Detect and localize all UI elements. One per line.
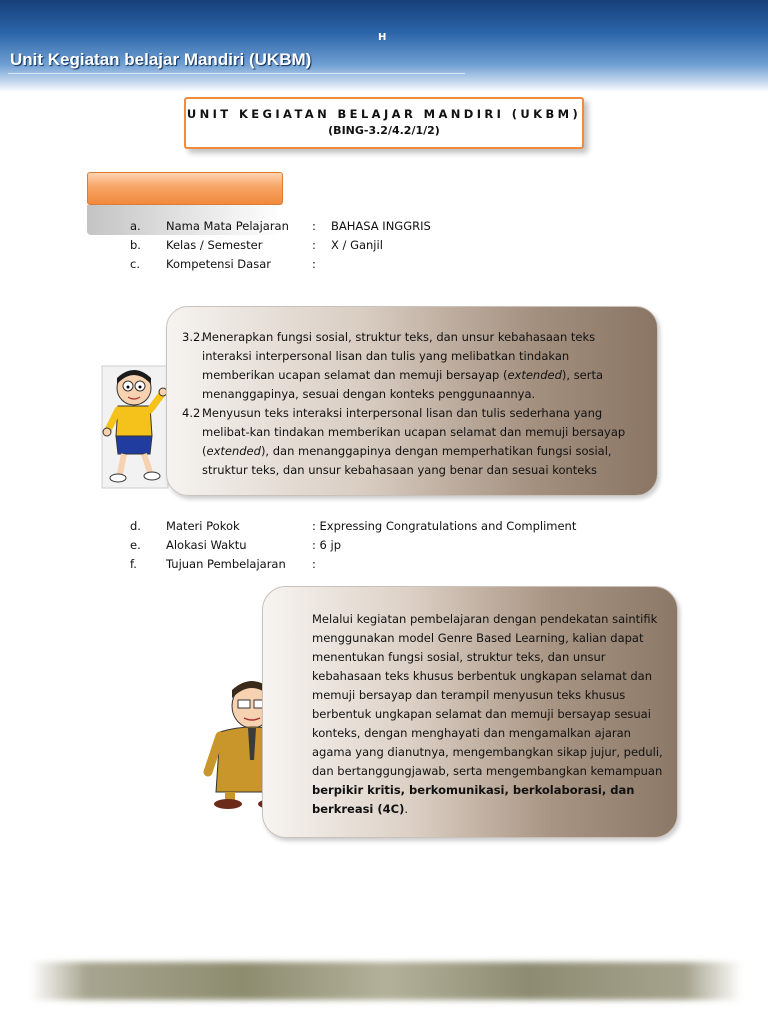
header-divider (8, 73, 465, 74)
row-label: Kompetensi Dasar (166, 257, 271, 271)
row-colon: : (312, 257, 316, 271)
row-label: Kelas / Semester (166, 238, 263, 252)
tujuan-pembelajaran-text: Melalui kegiatan pembelajaran dengan pendekatan saintifik menggunakan model Genre Based Learning, kalian dapat menentukan fungsi sosial, struktur teks, dan unsur kebahasaan teks khusus berbentuk ungkapan selamat dan memuji bersayap dan terampil menyusun teks khusus berbentuk ungkapan selamat dan memuji bersayap sesuai konteks, dengan menghayati dan mengamalkan ajaran agama yang dianutnya, mengembangkan sikap jujur, peduli, dan bertanggungjawab, serta mengembangkan kemampuan berpikir kritis, berkomunikasi, berkolaborasi, dan berkreasi (4C). (312, 612, 663, 816)
identity-tab-orange (87, 172, 283, 205)
ukbm-code: (BING-3.2/4.2/1/2) (328, 124, 440, 137)
row-value: : 6 jp (312, 538, 341, 552)
row-letter: d. (130, 519, 141, 533)
kd-text: Menyusun teks interaksi interpersonal lisan dan tulis sederhana yang melibat-kan tindakan memberikan ucapan selamat dan memuji bersayap (extended), dan menanggapinya dengan memperhatikan fungsi sosial, struktur teks, dan unsur kebahasaan yang benar dan sesuai konteks (202, 406, 626, 477)
row-colon: : (312, 219, 316, 233)
row-label: Alokasi Waktu (166, 538, 247, 552)
kd-text: Menerapkan fungsi sosial, struktur teks, dan unsur kebahasaan teks interaksi interpersonal lisan dan tulis yang melibatkan tindakan memberikan ucapan selamat dan memuji bersayap (extended), serta menanggapinya, sesuai dengan konteks penggunaannya. (202, 330, 604, 401)
row-value: X / Ganjil (331, 238, 383, 252)
row-label: Tujuan Pembelajaran (166, 557, 286, 571)
row-letter: f. (130, 557, 137, 571)
header-doc-title: Unit Kegiatan belajar Mandiri (UKBM) (10, 50, 312, 69)
ukbm-title-box (184, 97, 584, 149)
row-value: : Expressing Congratulations and Compliment (312, 519, 577, 533)
row-letter: c. (130, 257, 140, 271)
row-letter: a. (130, 219, 141, 233)
row-value: BAHASA INGGRIS (331, 219, 431, 233)
student-character-illustration (100, 364, 170, 492)
row-value: : (312, 557, 316, 571)
row-letter: e. (130, 538, 141, 552)
kd-number: 3.2. (182, 330, 204, 344)
footer-decorative-strip (30, 962, 742, 1000)
page-header (0, 0, 768, 92)
kd-number: 4.2 (182, 406, 201, 420)
header-page-letter: H (378, 32, 387, 43)
ukbm-title: UNIT KEGIATAN BELAJAR MANDIRI (UKBM) (186, 107, 582, 121)
row-label: Materi Pokok (166, 519, 240, 533)
row-colon: : (312, 238, 316, 252)
row-label: Nama Mata Pelajaran (166, 219, 289, 233)
row-letter: b. (130, 238, 141, 252)
